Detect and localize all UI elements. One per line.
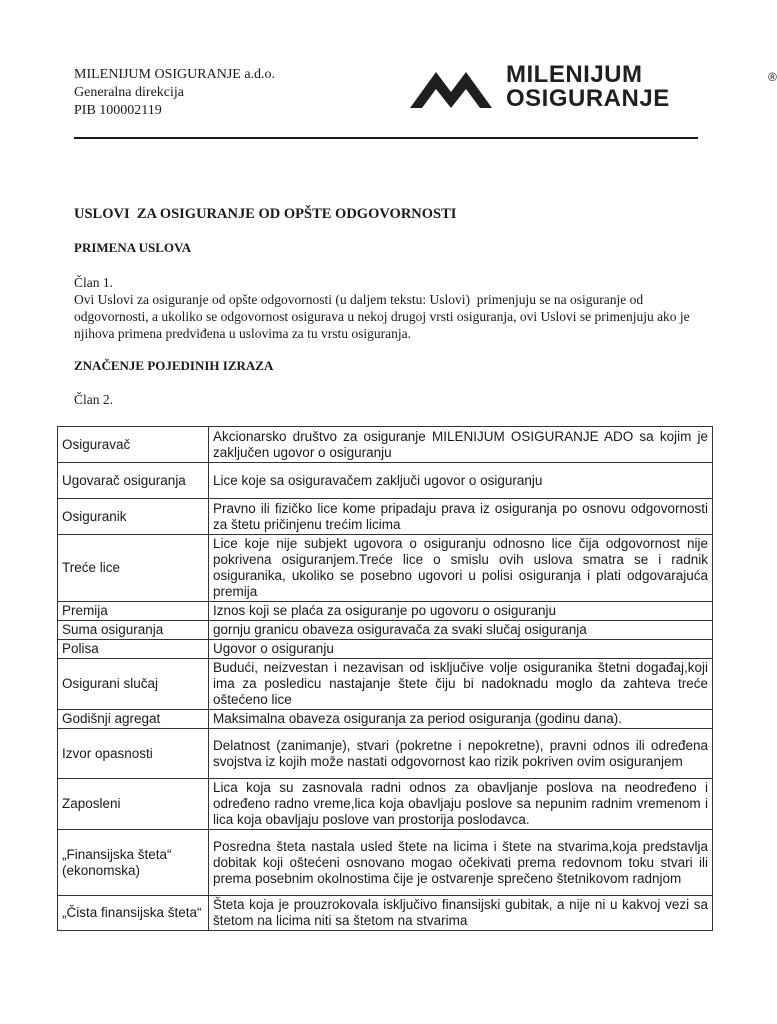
term-cell: Ugovarač osiguranja	[58, 463, 209, 499]
article-1-text: Ovi Uslovi za osiguranje od opšte odgovornosti (u daljem tekstu: Uslovi) primenjuju se na osiguranje od odgovornosti, a ukoliko se odgovornost osigurava u nekoj drugoj vrsti osiguranja, ovi Uslovi se primenjuju ako je njihova primena predviđena u uslovima za tu vrstu osiguranja.	[74, 292, 694, 341]
definition-cell: gornju granicu obaveza osiguravača za svaki slučaj osiguranja	[209, 621, 713, 640]
document-title: USLOVI ZA OSIGURANJE OD OPŠTE ODGOVORNOSTI	[74, 206, 457, 222]
term-cell: Izvor opasnosti	[58, 729, 209, 779]
logo-text-line2: OSIGURANJE	[506, 85, 670, 112]
table-row	[58, 499, 713, 535]
definition-cell: Lice koje sa osiguravačem zaključi ugovor o osiguranju	[209, 463, 713, 499]
company-division: Generalna direkcija	[74, 85, 184, 100]
definition-cell: Šteta koja je prouzrokovala isključivo finansijski gubitak, a nije ni u kakvoj vezi sa štetom na licima niti sa štetom na stvarima	[209, 896, 713, 931]
definition-cell: Delatnost (zanimanje), stvari (pokretne i nepokretne), pravni odnos ili određena svojstva iz kojih može nastati odgovornost kao rizik pokriven ovim osiguranjem	[209, 729, 713, 779]
definition-cell: Pravno ili fizičko lice kome pripadaju prava iz osiguranja po osnovu odgovornosti za štetu pričinjenu trećim licima	[209, 499, 713, 535]
company-pib: PIB 100002119	[74, 103, 162, 118]
term-cell: Godišnji agregat	[58, 710, 209, 729]
table-row	[58, 463, 713, 499]
definition-cell: Ugovor o osiguranju	[209, 640, 713, 659]
term-cell: Suma osiguranja	[58, 621, 209, 640]
registered-mark: ®	[768, 70, 777, 84]
definitions-table	[57, 426, 713, 931]
term-cell: Osiguranik	[58, 499, 209, 535]
article-2-label: Član 2.	[74, 392, 113, 407]
definition-cell: Akcionarsko društvo za osiguranje MILENIJUM OSIGURANJE ADO sa kojim je zaključen ugovor o osiguranju	[209, 427, 713, 463]
company-logo	[410, 60, 777, 116]
table-row	[58, 710, 713, 729]
definition-cell: Maksimalna obaveza osiguranja za period osiguranja (godinu dana).	[209, 710, 713, 729]
table-row	[58, 896, 713, 931]
section-heading-znacenje: ZNAČENJE POJEDINIH IZRAZA	[74, 358, 274, 373]
term-cell: Osiguravač	[58, 427, 209, 463]
company-block	[74, 66, 275, 120]
table-row	[58, 659, 713, 710]
logo-mark-icon	[410, 64, 492, 112]
header-divider	[74, 137, 698, 139]
definition-cell: Posredna šteta nastala usled štete na licima i štete na stvarima,koja predstavlja dobitak koji oštećeni osnovano mogao očekivati prema redovnom toku stvari ili prema posebnim okolnostima čije je ostvarenje sprečeno štetnikovom radnjom	[209, 830, 713, 896]
logo-wordmark	[506, 61, 777, 112]
table-row	[58, 830, 713, 896]
table-row	[58, 535, 713, 602]
term-cell: Zaposleni	[58, 779, 209, 830]
definition-cell: Iznos koji se plaća za osiguranje po ugovoru o osiguranju	[209, 602, 713, 621]
term-cell: Polisa	[58, 640, 209, 659]
term-cell: Osigurani slučaj	[58, 659, 209, 710]
term-cell: „Finansijska šteta“ (ekonomska)	[58, 830, 209, 896]
article-1-label: Član 1.	[74, 275, 113, 290]
term-cell: Treće lice	[58, 535, 209, 602]
table-row	[58, 779, 713, 830]
section-heading-primena: PRIMENA USLOVA	[74, 240, 192, 255]
company-name: MILENIJUM OSIGURANJE a.d.o.	[74, 67, 276, 82]
term-cell: Premija	[58, 602, 209, 621]
table-row	[58, 602, 713, 621]
definition-cell: Lice koje nije subjekt ugovora o osiguranju odnosno lice čija odgovornost nije pokrivena osiguranjem.Treće lice o smislu ovih uslova smatra se i radnik osiguranika, ukoliko se posebno ugovori u polisi osiguranja i plati odgovarajuća premija	[209, 535, 713, 602]
logo-text-line1: MILENIJUM	[506, 61, 643, 88]
definition-cell: Lica koja su zasnovala radni odnos za obavljanje poslova na neodređeno i određeno radno vreme,lica koja obavljaju poslove sa nepunim radnim vremenom i lica koja obavljaju poslove van prostorija poslodavca.	[209, 779, 713, 830]
table-row	[58, 427, 713, 463]
table-row	[58, 621, 713, 640]
term-cell: „Čista finansijska šteta“	[58, 896, 209, 931]
table-row	[58, 729, 713, 779]
definition-cell: Budući, neizvestan i nezavisan od isključive volje osiguranika štetni događaj,koji ima za posledicu nastajanje štete čiju bi nadoknadu moglo da zahteva treće oštećeno lice	[209, 659, 713, 710]
table-row	[58, 640, 713, 659]
